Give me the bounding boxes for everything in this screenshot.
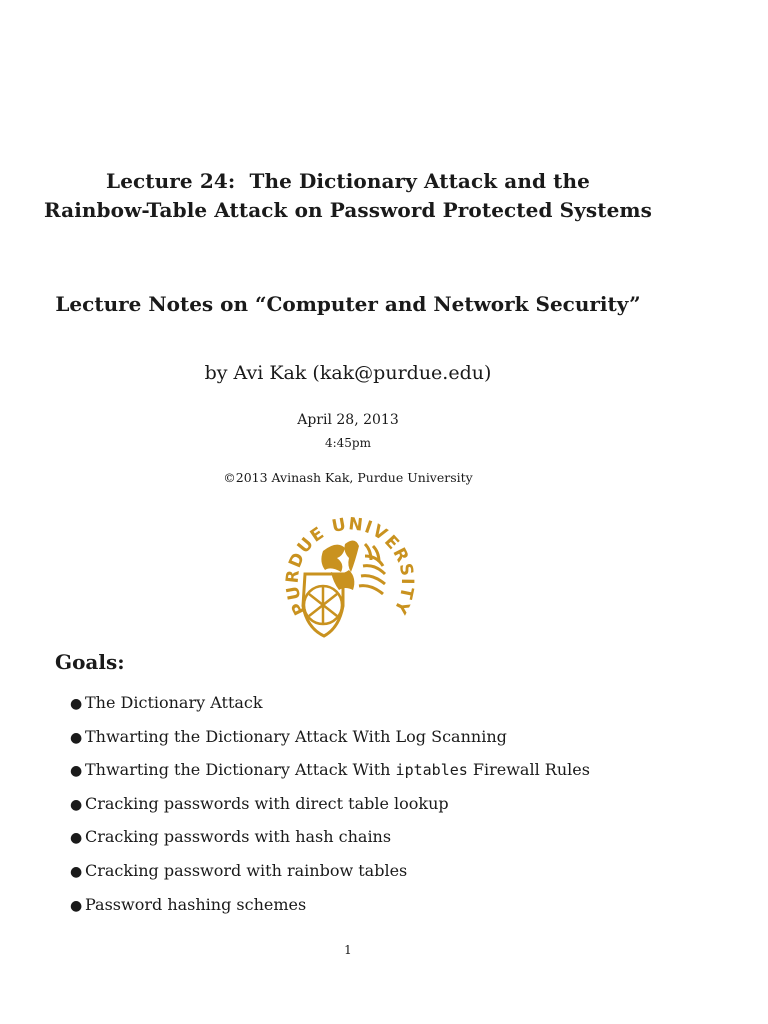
lecture-notes-subtitle: Lecture Notes on “Computer and Network Security” xyxy=(55,292,641,316)
time: 4:45pm xyxy=(324,436,371,450)
date: April 28, 2013 xyxy=(297,412,399,428)
page-number: 1 xyxy=(344,943,352,957)
bullet-icon: ● xyxy=(70,863,83,880)
bullet-icon: ● xyxy=(70,796,83,813)
goal-code: iptables xyxy=(395,761,468,780)
lecture-title-line-1: Lecture 24: The Dictionary Attack and the xyxy=(106,169,590,193)
list-item xyxy=(70,754,590,788)
goal-text-before: Thwarting the Dictionary Attack With xyxy=(85,760,396,780)
goal-text: Cracking password with rainbow tables xyxy=(85,860,408,880)
lecture-title xyxy=(0,167,696,225)
goal-text-after: Firewall Rules xyxy=(467,760,590,780)
list-item xyxy=(70,889,590,923)
list-item xyxy=(70,788,590,822)
list-item xyxy=(70,687,590,721)
goal-text: Cracking passwords with direct table lookup xyxy=(85,793,449,813)
list-item xyxy=(70,855,590,889)
goals-heading: Goals: xyxy=(55,650,125,674)
author-line: by Avi Kak (kak@purdue.edu) xyxy=(204,362,492,384)
list-item xyxy=(70,821,590,855)
lecture-title-line-2: Rainbow-Table Attack on Password Protected Systems xyxy=(43,198,653,222)
bullet-icon: ● xyxy=(70,830,83,847)
goal-text: Thwarting the Dictionary Attack With Log Scanning xyxy=(85,726,507,746)
goal-text: The Dictionary Attack xyxy=(85,693,263,712)
list-item xyxy=(70,721,590,755)
purdue-university-seal xyxy=(279,506,421,648)
goal-text: Password hashing schemes xyxy=(85,894,307,914)
bullet-icon: ● xyxy=(70,763,83,780)
bullet-icon: ● xyxy=(70,729,83,746)
bullet-icon: ● xyxy=(70,897,83,914)
copyright-notice: ©2013 Avinash Kak, Purdue University xyxy=(223,470,473,485)
svg-text:PURDUE UNIVERSITY: PURDUE UNIVERSITY xyxy=(282,514,418,619)
bullet-icon: ● xyxy=(70,696,83,712)
goals-list xyxy=(70,687,590,922)
goal-text: Cracking passwords with hash chains xyxy=(85,827,392,847)
